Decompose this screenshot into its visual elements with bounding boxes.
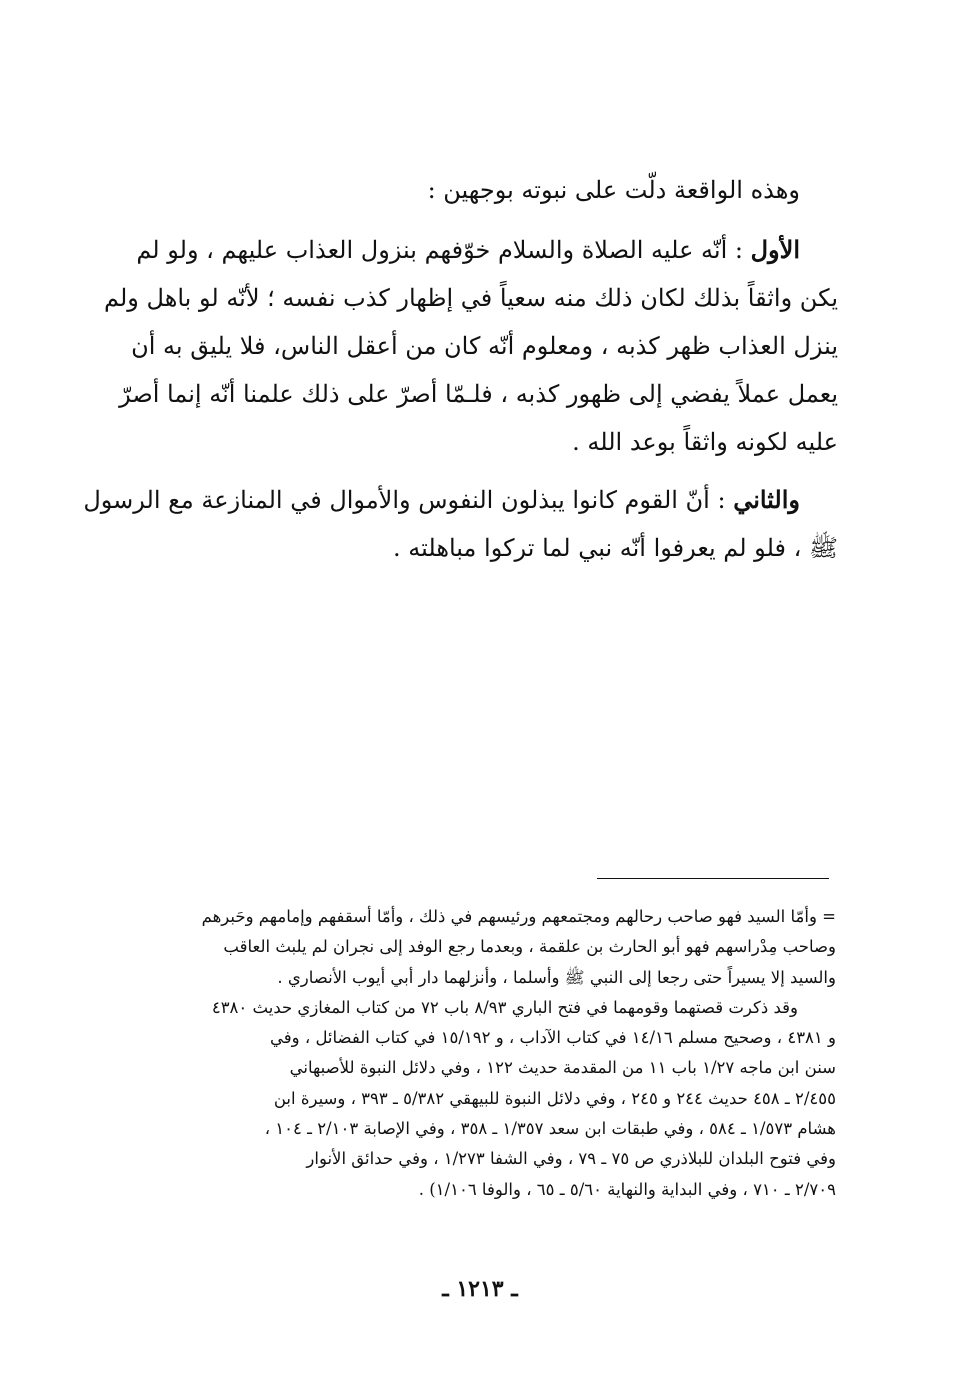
footnote-line: وفي فتوح البلدان للبلاذري ص ٧٥ ـ ٧٩ ، وفي الشفا ١/٢٧٣ ، وفي حدائق الأنوار [306, 1149, 836, 1169]
footnote-line: ٢/٧٠٩ ـ ٧١٠ ، وفي البداية والنهاية ٥/٦٠ ـ ٦٥ ، والوفا ١/١٠٦) . [418, 1179, 836, 1199]
footnote-line: و ٤٣٨١ ، وصحيح مسلم ١٤/١٦ في كتاب الآداب ، و ١٥/١٩٢ في كتاب الفضائل ، وفي [270, 1028, 836, 1048]
intro-paragraph [118, 166, 838, 214]
first-point-paragraph [104, 226, 838, 466]
footnote-line: = وأمّا السيد فهو صاحب رحالهم ومجتمعهم ورئيسهم في ذلك ، وأمّا أسقفهم وإمامهم وحَبرهم [201, 907, 836, 926]
first-point-line: يعمل عملاً يفضي إلى ظهور كذبه ، فلـمّا أصرّ على ذلك علمنا أنّه إنما أصرّ [119, 380, 838, 408]
first-point-line: ينزل العذاب ظهر كذبه ، ومعلوم أنّه كان من أعقل الناس، فلا يليق به أن [131, 332, 838, 360]
footnote-line: هشام ١/٥٧٣ ـ ٥٨٤ ، وفي طبقات ابن سعد ١/٣٥٧ ـ ٣٥٨ ، وفي الإصابة ٢/١٠٣ ـ ١٠٤ ، [264, 1119, 836, 1139]
footnote-separator [597, 878, 829, 879]
second-point-label: والثاني [733, 485, 800, 514]
first-point-line [118, 226, 838, 274]
footnote-line: سنن ابن ماجه ١/٢٧ باب ١١ من المقدمة حديث ١٢٢ ، وفي دلائل النبوة للأصبهاني [289, 1058, 836, 1078]
second-point-paragraph [83, 476, 838, 572]
second-point-text: : أنّ القوم كانوا يبذلون النفوس والأموال في المنازعة مع الرسول [83, 486, 734, 514]
page-number: ـ ١٢١٣ ـ [442, 1276, 518, 1302]
second-point-line: ﷺ ، فلو لم يعرفوا أنّه نبي لما تركوا مباهلته . [393, 534, 838, 562]
footnote-line: وصاحب مِدْراسهم فهو أبو الحارث بن علقمة ، وبعدما رجع الوفد إلى نجران لم يلبث العاقب [223, 937, 836, 957]
first-point-line: يكن واثقاً بذلك لكان ذلك منه سعياً في إظهار كذب نفسه ؛ لأنّه لو باهل ولم [104, 284, 838, 312]
footnotes-block [116, 902, 836, 1205]
first-point-text: : أنّه عليه الصلاة والسلام خوّفهم بنزول العذاب عليهم ، ولو لم [136, 236, 751, 264]
second-point-line [83, 476, 838, 524]
footnote-line: والسيد إلا يسيراً حتى رجعا إلى النبي ﷺ وأسلما ، وأنزلهما دار أبي أيوب الأنصاري . [277, 967, 836, 987]
intro-line: وهذه الواقعة دلّت على نبوته بوجهين : [427, 176, 800, 204]
first-point-label: الأول [750, 235, 800, 264]
first-point-line: عليه لكونه واثقاً بوعد الله . [572, 428, 838, 456]
footnote-line: وقد ذكرت قصتهما وقومهما في فتح الباري ٨/٩٣ باب ٧٢ من كتاب المغازي حديث ٤٣٨٠ [211, 997, 798, 1017]
footnote-line: ٢/٤٥٥ ـ ٤٥٨ حديث ٢٤٤ و ٢٤٥ ، وفي دلائل النبوة للبيهقي ٥/٣٨٢ ـ ٣٩٣ ، وسيرة ابن [273, 1088, 836, 1108]
